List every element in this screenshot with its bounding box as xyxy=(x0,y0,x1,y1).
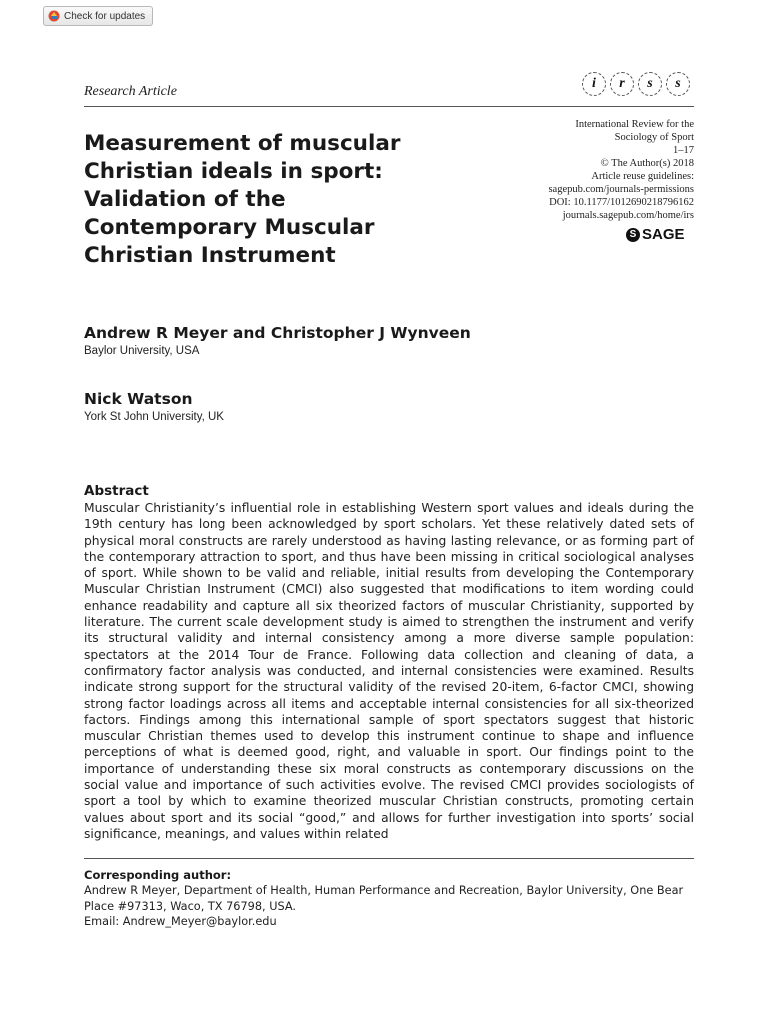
corresponding-address-line: Andrew R Meyer, Department of Health, Human Performance and Recreation, Baylor University, One Bear xyxy=(84,884,684,897)
check-for-updates-label: Check for updates xyxy=(64,10,146,22)
corresponding-author-heading: Corresponding author: xyxy=(84,868,232,882)
author-affiliation: Baylor University, USA xyxy=(84,345,200,357)
header-divider xyxy=(84,106,694,107)
page-range: 1–17 xyxy=(673,145,694,156)
journal-name-line: International Review for the xyxy=(575,119,694,130)
author-affiliation: York St John University, UK xyxy=(84,411,224,423)
corresponding-author-details xyxy=(84,883,704,930)
publisher-name: SAGE xyxy=(642,226,685,243)
permissions-link[interactable]: sagepub.com/journals-permissions xyxy=(548,184,694,195)
publisher-logo xyxy=(626,226,685,243)
check-for-updates-button[interactable] xyxy=(43,6,153,26)
doi[interactable]: DOI: 10.1177/1012690218796162 xyxy=(549,197,694,208)
journal-logo-letter: s xyxy=(666,72,690,96)
sage-mark-icon: S xyxy=(626,228,640,242)
abstract-text: Muscular Christianity’s influential role in establishing Western sport values and ideals during the 19th century has long been acknowledged by sport scholars. Yet these relatively dated sets of physical moral constructs are rarely understood as having lasting relevance, or as forming part of the contemporary attraction to sport, and thus have been missing in critical sociological analyses of sport. While shown to be valid and reliable, initial results from developing the Contemporary Muscular Christian Instrument (CMCI) also suggested that modifications to item wording could enhance readability and capture all six theorized factors of muscular Christianity, supported by literature. The current scale development study is aimed to strengthen the instrument and verify its structural validity and internal consistency among a more diverse sample population: spectators at the 2014 Tour de France. Following data collection and cleaning of data, a confirmatory factor analysis was conducted, and internal consistencies were examined. Results indicate strong support for the structural validity of the revised 20-item, 6-factor CMCI, showing strong factor loadings across all items and acceptable internal consistencies for all six-theorized factors. Findings among this international sample of sport spectators suggest that historic muscular Christian themes used to develop this instrument continue to shape and influence perceptions of what is deemed good, right, and valuable in sport. Our findings point to the importance of understanding these six moral constructs as contemporary discussions on the social value and importance of such activities evolve. The revised CMCI provides sociologists of sport a tool by which to examine theorized muscular Christian constructs, promoting certain values about sport and its social “good,” and allows for further investigation into sports’ social significance, meanings, and values within related xyxy=(84,501,694,841)
journal-logo-letter: i xyxy=(582,72,606,96)
journal-logo-letter: r xyxy=(610,72,634,96)
crossmark-icon xyxy=(48,10,60,22)
journal-logo-letter: s xyxy=(638,72,662,96)
journal-home-link[interactable]: journals.sagepub.com/home/irs xyxy=(562,210,694,221)
copyright: © The Author(s) 2018 xyxy=(600,158,694,169)
article-type: Research Article xyxy=(84,84,177,99)
author-names: Andrew R Meyer and Christopher J Wynveen xyxy=(84,324,471,342)
reuse-guidelines-label: Article reuse guidelines: xyxy=(591,171,694,182)
article-title: Measurement of muscular Christian ideals in sport: Validation of the Contemporary Muscular Christian Instrument xyxy=(84,131,401,268)
author-names: Nick Watson xyxy=(84,390,193,408)
footnote-divider xyxy=(84,858,694,859)
journal-name-line: Sociology of Sport xyxy=(614,132,694,143)
corresponding-address-line: Place #97313, Waco, TX 76798, USA. xyxy=(84,899,297,913)
journal-info xyxy=(470,118,694,222)
corresponding-email[interactable]: Email: Andrew_Meyer@baylor.edu xyxy=(84,915,277,928)
abstract-heading: Abstract xyxy=(84,483,149,499)
journal-logo xyxy=(582,72,690,96)
